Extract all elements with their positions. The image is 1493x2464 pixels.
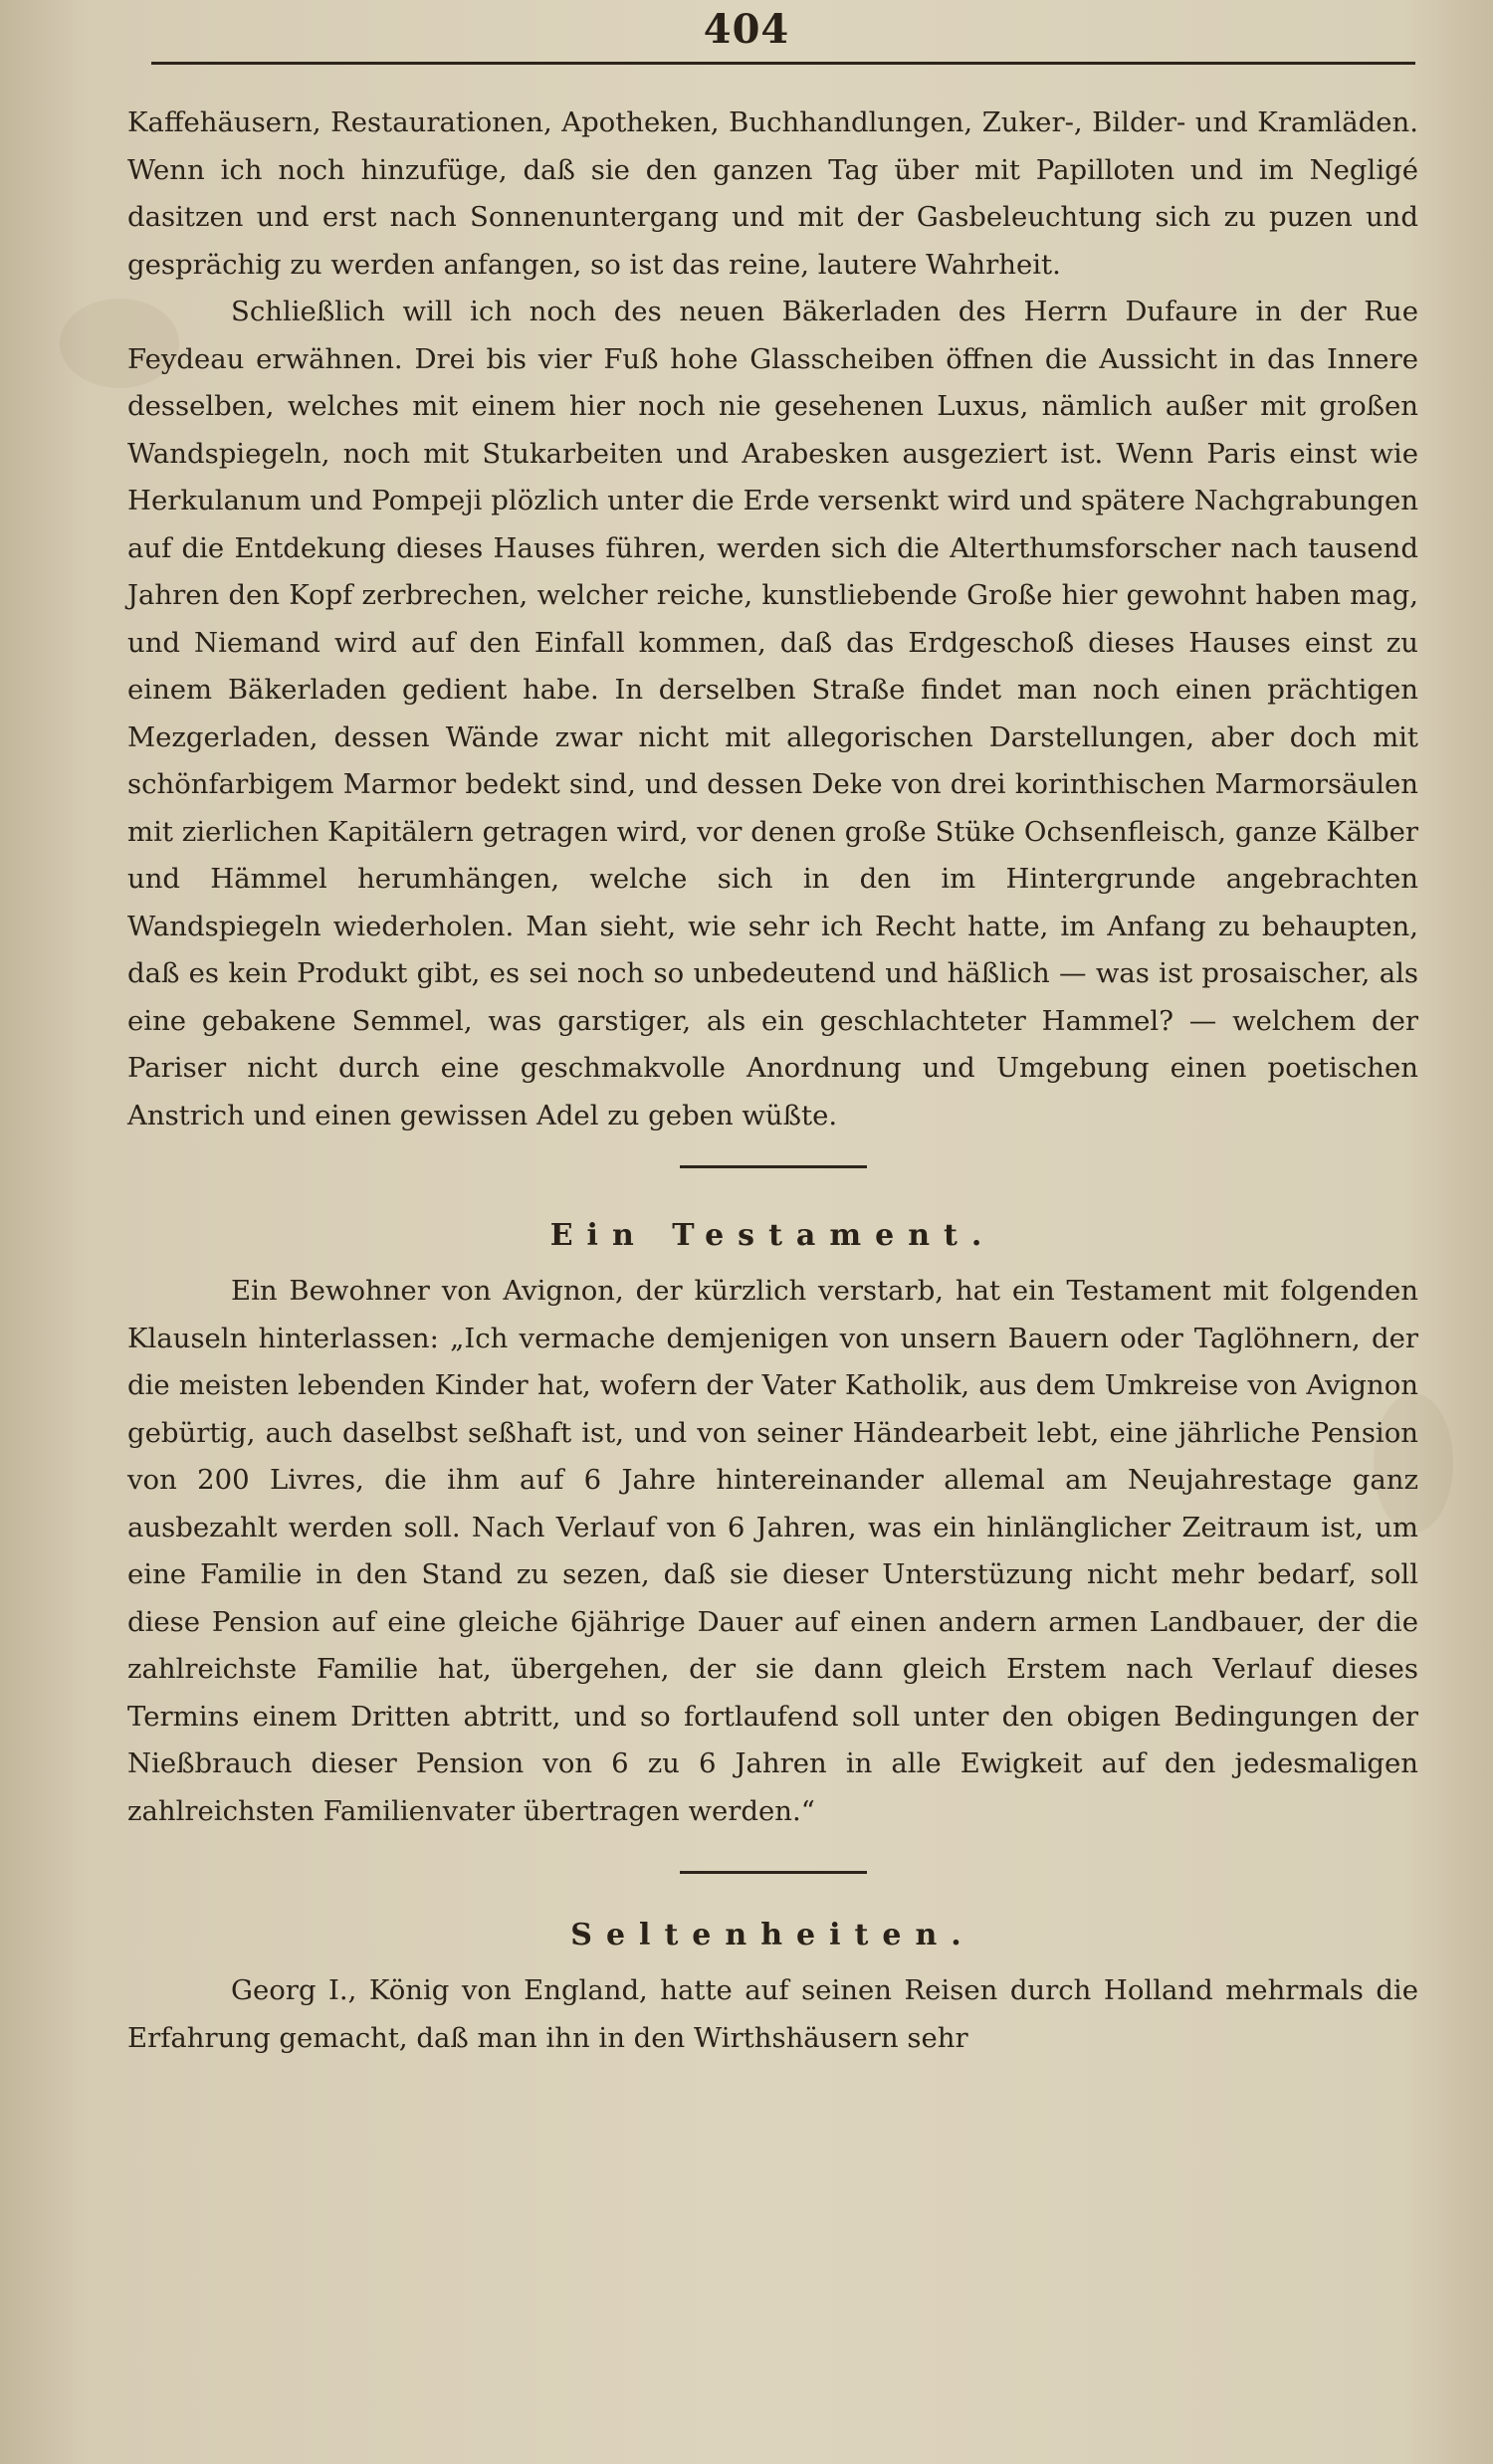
section-title-testament: Ein Testament. xyxy=(549,1218,996,1253)
paragraph-testament: Ein Bewohner von Avignon, der kürzlich verstarb, hat ein Testament mit folgenden Klauseln hinterlassen: „Ich vermache demjenigen von unsern Bauern oder Taglöhnern, der die meisten lebenden Kinder hat, wofern der Vater Katholik, aus dem Umkreise von Avignon gebürtig, auch daselbst seßhaft ist, und von seiner Händearbeit lebt, eine jährliche Pension von 200 Livres, die ihm auf 6 Jahre hintereinander allemal am Neujahrestage ganz ausbezahlt werden soll. Nach Verlauf von 6 Jahren, was ein hinlänglicher Zeitraum ist, um eine Familie in den Stand zu sezen, daß sie dieser Unterstüzung nicht mehr bedarf, soll diese Pension auf eine gleiche 6jährige Dauer auf einen andern armen Landbauer, der die zahlreichste Familie hat, übergehen, der sie dann gleich Erstem nach Verlauf dieses Termins einem Dritten abtritt, und so fortlaufend soll unter den obigen Bedingungen der Nießbrauch dieser Pension von 6 zu 6 Jahren in alle Ewigkeit auf den jedesmaligen zahlreichsten Familienvater übertragen werden.“ xyxy=(127,1275,1418,1827)
page-content xyxy=(127,100,1418,2062)
section-title-seltenheiten: Seltenheiten. xyxy=(570,1918,975,1952)
header-rule xyxy=(151,62,1415,65)
paragraph-continuation: Kaffehäusern, Restaurationen, Apotheken, Buchhandlungen, Zuker-, Bilder- und Kramläden. Wenn ich noch hinzufüge, daß sie den ganzen Tag über mit Papilloten und im Negligé dasitzen und erst nach Sonnenuntergang und mit der Gasbeleuchtung sich zu puzen und gesprächig zu werden anfangen, so ist das reine, lautere Wahrheit. xyxy=(127,106,1418,281)
section-divider xyxy=(680,1165,867,1168)
page-number: 404 xyxy=(703,6,790,53)
paragraph-bakery: Schließlich will ich noch des neuen Bäkerladen des Herrn Dufaure in der Rue Feydeau erwähnen. Drei bis vier Fuß hohe Glasscheiben öffnen die Aussicht in das Innere desselben, welches mit einem hier noch nie gesehenen Luxus, nämlich außer mit großen Wandspiegeln, noch mit Stukarbeiten und Arabesken ausgeziert ist. Wenn Paris einst wie Herkulanum und Pompeji plözlich unter die Erde versenkt wird und spätere Nachgrabungen auf die Entdekung dieses Hauses führen, werden sich die Alterthumsforscher nach tausend Jahren den Kopf zerbrechen, welcher reiche, kunstliebende Große hier gewohnt haben mag, und Niemand wird auf den Einfall kommen, daß das Erdgeschoß dieses Hauses einst zu einem Bäkerladen gedient habe. In derselben Straße findet man noch einen prächtigen Mezgerladen, dessen Wände zwar nicht mit allegorischen Darstellungen, aber doch mit schönfarbigem Marmor bedekt sind, und dessen Deke von drei korinthischen Marmorsäulen mit zierlichen Kapitälern getragen wird, vor denen große Stüke Ochsenfleisch, ganze Kälber und Hämmel herumhängen, welche sich in den im Hintergrunde angebrachten Wandspiegeln wiederholen. Man sieht, wie sehr ich Recht hatte, im Anfang zu behaupten, daß es kein Produkt gibt, es sei noch so unbedeutend und häßlich — was ist prosaischer, als eine gebakene Semmel, was garstiger, als ein geschlachteter Hammel? — welchem der Pariser nicht durch eine geschmakvolle Anordnung und Umgebung einen poetischen Anstrich und einen gewissen Adel zu geben wüßte. xyxy=(127,296,1418,1131)
section-divider xyxy=(680,1871,867,1874)
paragraph-seltenheiten: Georg I., König von England, hatte auf seinen Reisen durch Holland mehrmals die Erfahrung gemacht, daß man ihn in den Wirthshäusern sehr xyxy=(127,1974,1418,2054)
